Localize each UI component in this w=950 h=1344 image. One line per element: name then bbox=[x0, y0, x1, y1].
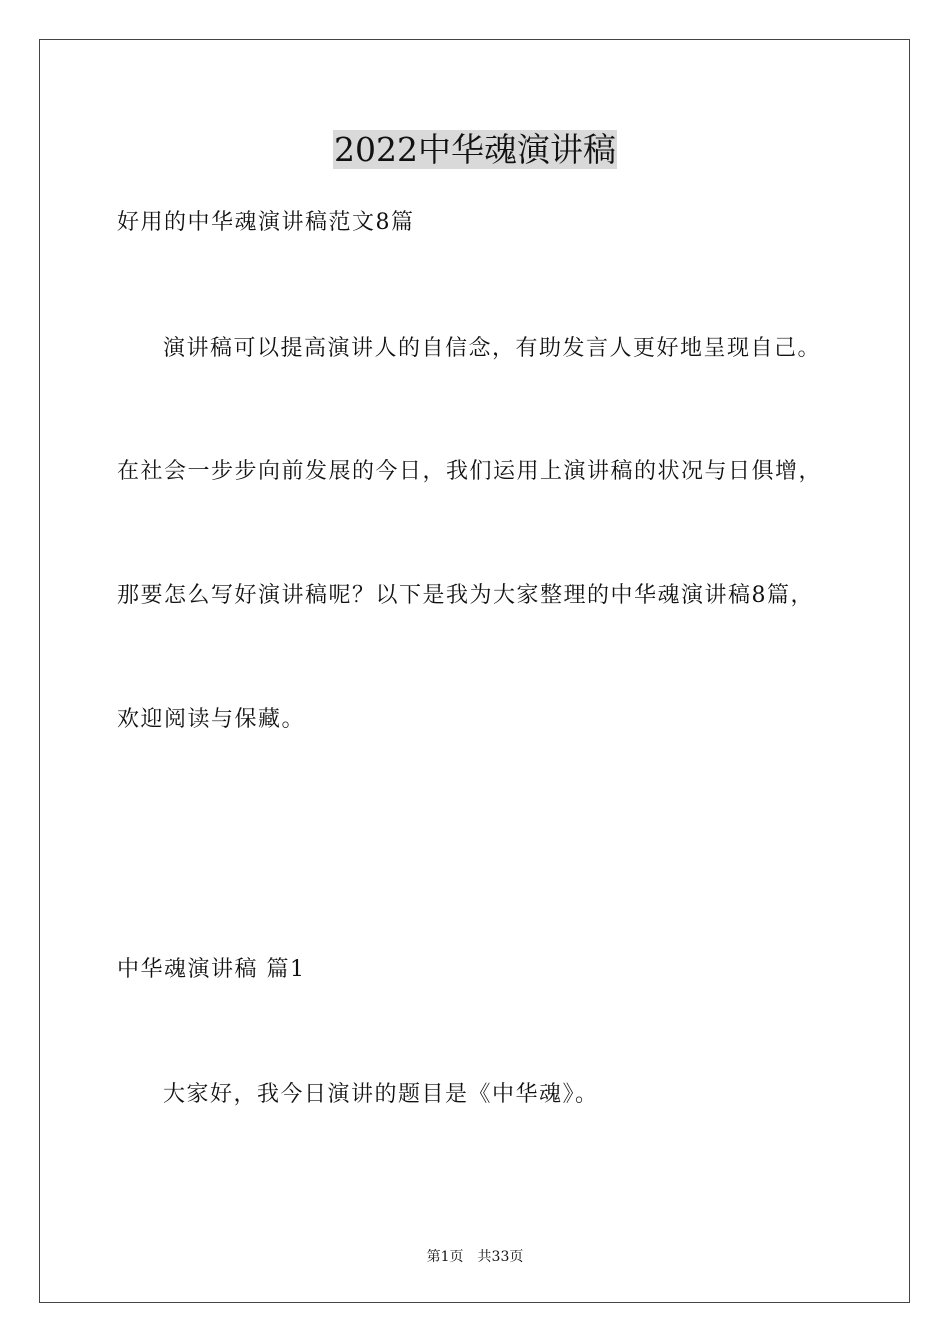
document-title bbox=[0, 128, 950, 172]
section-heading: 中华魂演讲稿 篇1 bbox=[117, 957, 306, 982]
intro-line-4: 欢迎阅读与保藏。 bbox=[117, 707, 306, 732]
intro-line-2: 在社会一步步向前发展的今日，我们运用上演讲稿的状况与日俱增， bbox=[117, 459, 823, 484]
intro-line-1: 演讲稿可以提高演讲人的自信念，有助发言人更好地呈现自己。 bbox=[163, 336, 822, 361]
document-title-text: 2022中华魂演讲稿 bbox=[334, 130, 616, 169]
page-footer: 第1页 共33页 bbox=[426, 1249, 524, 1265]
intro-line-3: 那要怎么写好演讲稿呢？以下是我为大家整理的中华魂演讲稿8篇， bbox=[117, 583, 814, 608]
section-line-1: 大家好，我今日演讲的题目是《中华魂》。 bbox=[163, 1082, 599, 1107]
document-subtitle: 好用的中华魂演讲稿范文8篇 bbox=[117, 210, 415, 235]
